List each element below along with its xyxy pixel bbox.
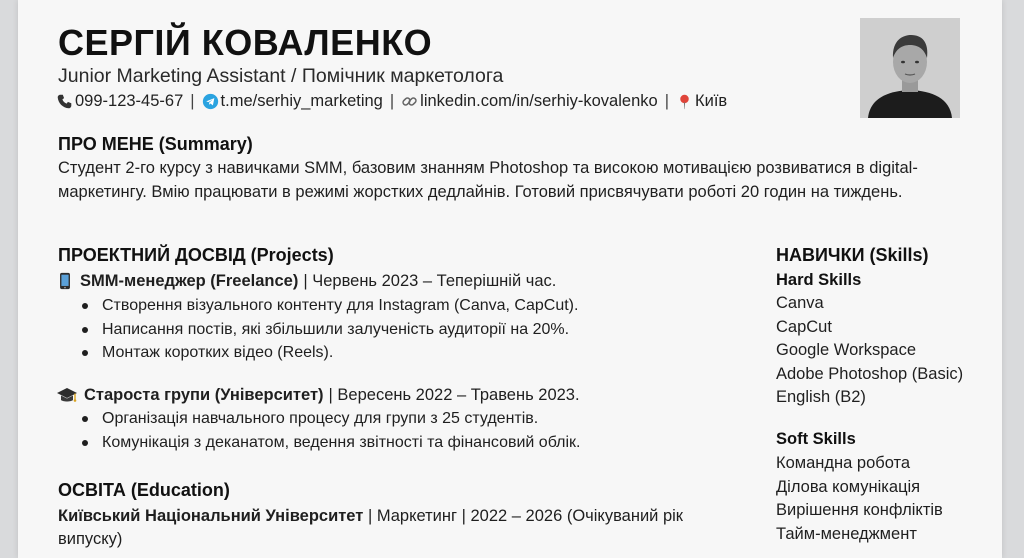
profile-photo: [860, 18, 960, 118]
list-item: CapCut: [776, 317, 832, 336]
list-item: Комунікація з деканатом, ведення звітності та фінансовий облік.: [80, 431, 580, 455]
telegram-icon: [202, 93, 219, 110]
hard-skills-list: [776, 292, 963, 410]
projects-heading: ПРОЕКТНИЙ ДОСВІД (Projects): [58, 245, 334, 265]
resume-page: [18, 0, 1002, 558]
phone-icon: [56, 271, 74, 291]
separator: |: [190, 92, 195, 110]
education-heading: ОСВІТА (Education): [58, 480, 230, 500]
list-item: Ділова комунікація: [776, 477, 921, 496]
phone-number[interactable]: 099-123-45-67: [75, 92, 184, 110]
project-title: Староста групи (Університет): [84, 385, 324, 404]
link-icon: [401, 93, 418, 110]
soft-skills-list: [776, 452, 943, 546]
project-bullets: [80, 407, 580, 454]
project-item: [56, 385, 580, 405]
candidate-name: СЕРГІЙ КОВАЛЕНКО: [58, 22, 433, 63]
city: Київ: [694, 92, 728, 110]
list-item: Організація навчального процесу для групи з 25 студентів.: [80, 407, 580, 431]
telegram-link[interactable]: t.me/serhiy_marketing: [220, 92, 383, 110]
project-bullets: [80, 294, 578, 365]
separator: |: [389, 92, 395, 110]
list-item: Google Workspace: [776, 341, 917, 359]
list-item: Тайм-менеджмент: [776, 524, 917, 543]
project-title: SMM-менеджер (Freelance): [80, 271, 299, 290]
list-item: Вирішення конфліктів: [776, 501, 943, 519]
phone-icon: [56, 93, 73, 110]
education-entry: [58, 505, 738, 551]
graduation-cap-icon: [56, 385, 78, 405]
skills-heading: НАВИЧКИ (Skills): [776, 245, 929, 265]
list-item: Adobe Photoshop (Basic): [776, 364, 964, 383]
project-item: [56, 271, 556, 291]
list-item: Командна робота: [776, 454, 911, 472]
summary-text: Студент 2-го курсу з навичками SMM, базовим знанням Photoshop та високою мотивацією розвиватися в digital-маркетингу. Вмію працювати в режимі жорстких дедлайнів. Готовий присвячувати роботі 20 годин на тиждень.: [58, 159, 918, 201]
hard-skills-title: Hard Skills: [776, 271, 862, 289]
avatar: [860, 18, 960, 118]
list-item: Монтаж коротких відео (Reels).: [80, 341, 578, 365]
contact-line: [56, 92, 727, 111]
list-item: Canva: [776, 294, 824, 312]
summary-heading: ПРО МЕНЕ (Summary): [58, 134, 253, 154]
list-item: Написання постів, які збільшили залученість аудиторії на 20%.: [80, 318, 578, 342]
list-item: Створення візуального контенту для Instagram (Canva, CapCut).: [80, 294, 578, 318]
list-item: English (B2): [776, 388, 866, 406]
education-details: | Маркетинг | 2022 – 2026 (Очікуваний рік випуску): [58, 507, 684, 548]
separator: |: [664, 92, 669, 110]
project-dates: | Червень 2023 – Теперішній час.: [303, 271, 557, 290]
linkedin-link[interactable]: linkedin.com/in/serhiy-kovalenko: [420, 92, 658, 110]
candidate-role: Junior Marketing Assistant / Помічник маркетолога: [58, 65, 504, 87]
institution-name: Київський Національний Університет: [58, 507, 364, 525]
location-pin-icon: [676, 93, 693, 110]
soft-skills-title: Soft Skills: [776, 430, 856, 448]
project-dates: | Вересень 2022 – Травень 2023.: [328, 385, 580, 404]
